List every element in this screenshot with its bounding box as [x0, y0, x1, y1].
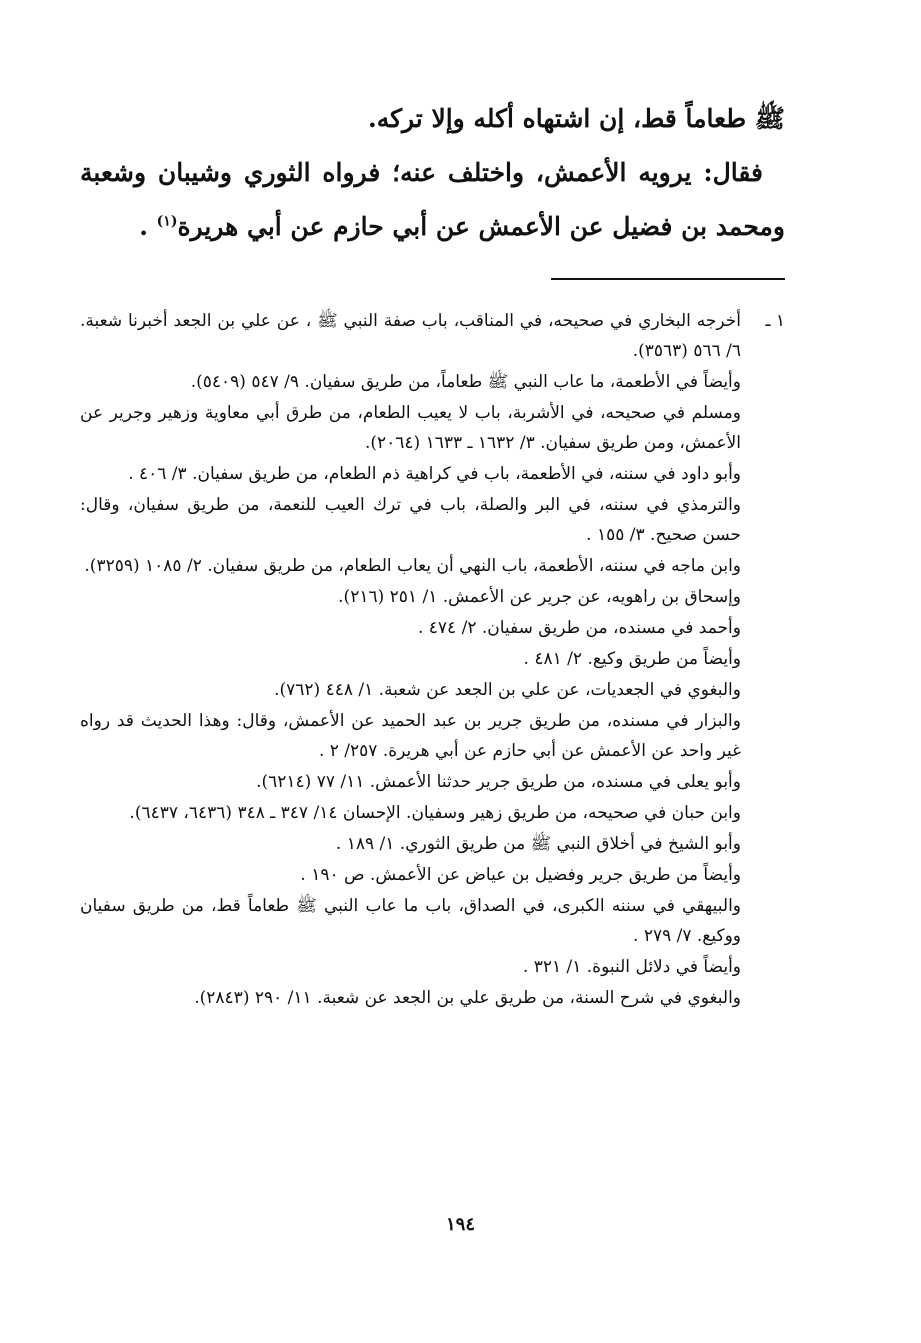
- footnote-line: وأيضاً في دلائل النبوة. ١/ ٣٢١ .: [522, 957, 741, 977]
- footnote-reference: (١): [156, 213, 178, 230]
- footnote-line: وابن ماجه في سننه، الأطعمة، باب النهي أن يعاب الطعام، من طريق سفيان. ٢/ ١٠٨٥ (٣٢٥٩).: [84, 556, 741, 576]
- footnote-line: والبغوي في الجعديات، عن علي بن الجعد عن شعبة. ١/ ٤٤٨ (٧٦٢).: [274, 680, 741, 700]
- footnote-line: وأيضاً في الأطعمة، ما عاب النبي ﷺ طعاماً، من طريق سفيان. ٩/ ٥٤٧ (٥٤٠٩).: [190, 372, 741, 392]
- footnote-line: وابن حبان في صحيحه، من طريق زهير وسفيان. الإحسان ١٤/ ٣٤٧ ـ ٣٤٨ (٦٤٣٦، ٦٤٣٧).: [129, 803, 741, 823]
- footnote-separator: [551, 278, 785, 280]
- footnote-line: أخرجه البخاري في صحيحه، في المناقب، باب صفة النبي ﷺ ، عن علي بن الجعد أخبرنا شعبة. ٦/ ٥٦٦ (٣٥٦٣).: [80, 311, 741, 361]
- main-text-paragraph-2: [80, 146, 785, 254]
- main-text-paragraph-2-body: فقال: يرويه الأعمش، واختلف عنه؛ فرواه الثوري وشيبان وشعبة ومحمد بن فضيل عن الأعمش عن أبي حازم عن أبي هريرة: [80, 158, 785, 241]
- footnote-line: وأبو الشيخ في أخلاق النبي ﷺ من طريق الثوري. ١/ ١٨٩ .: [335, 834, 741, 854]
- footnote-number: ١ ـ: [765, 311, 785, 331]
- footnote-line: وأبو داود في سننه، في الأطعمة، باب في كراهية ذم الطعام، من طريق سفيان. ٣/ ٤٠٦ .: [128, 464, 741, 484]
- main-text: [80, 92, 785, 254]
- footnote-line: وإسحاق بن راهويه، عن جرير عن الأعمش. ١/ ٢٥١ (٢١٦).: [338, 587, 741, 607]
- footnote-body: [80, 306, 741, 1014]
- main-text-line-1: ﷺ طعاماً قط، إن اشتهاه أكله وإلا تركه.: [367, 104, 785, 133]
- footnote-line: والبيهقي في سننه الكبرى، في الصداق، باب ما عاب النبي ﷺ طعاماً قط، من طريق سفيان ووكيع. ٧/ ٢٧٩ .: [80, 896, 741, 946]
- footnote-line: وأيضاً من طريق جرير وفضيل بن عياض عن الأعمش. ص ١٩٠ .: [300, 865, 741, 885]
- main-text-paragraph-2-end: .: [139, 212, 157, 241]
- footnote-line: وأيضاً من طريق وكيع. ٢/ ٤٨١ .: [523, 649, 741, 669]
- footnote-line: والبغوي في شرح السنة، من طريق علي بن الجعد عن شعبة. ١١/ ٢٩٠ (٢٨٤٣).: [194, 988, 741, 1008]
- footnote-line: والترمذي في سننه، في البر والصلة، باب في ترك العيب للنعمة، من طريق سفيان، وقال: حسن صحيح. ٣/ ١٥٥ .: [80, 495, 741, 545]
- page-number: ١٩٤: [445, 1214, 475, 1235]
- footnotes: [80, 306, 785, 1014]
- footnote-line: والبزار في مسنده، من طريق جرير بن عبد الحميد عن الأعمش، وقال: وهذا الحديث قد رواه غير واحد عن الأعمش عن أبي حازم عن أبي هريرة. ٢٥٧/ ٢ .: [80, 711, 741, 761]
- footnote-line: ومسلم في صحيحه، في الأشربة، باب لا يعيب الطعام، من طرق أبي معاوية وزهير وجرير عن الأعمش، ومن طريق سفيان. ٣/ ١٦٣٢ ـ ١٦٣٣ (٢٠٦٤).: [80, 403, 741, 453]
- footnote-entry: [80, 306, 785, 1014]
- footnote-line: وأبو يعلى في مسنده، من طريق جرير حدثنا الأعمش. ١١/ ٧٧ (٦٢١٤).: [256, 772, 741, 792]
- footnote-line: وأحمد في مسنده، من طريق سفيان. ٢/ ٤٧٤ .: [417, 618, 741, 638]
